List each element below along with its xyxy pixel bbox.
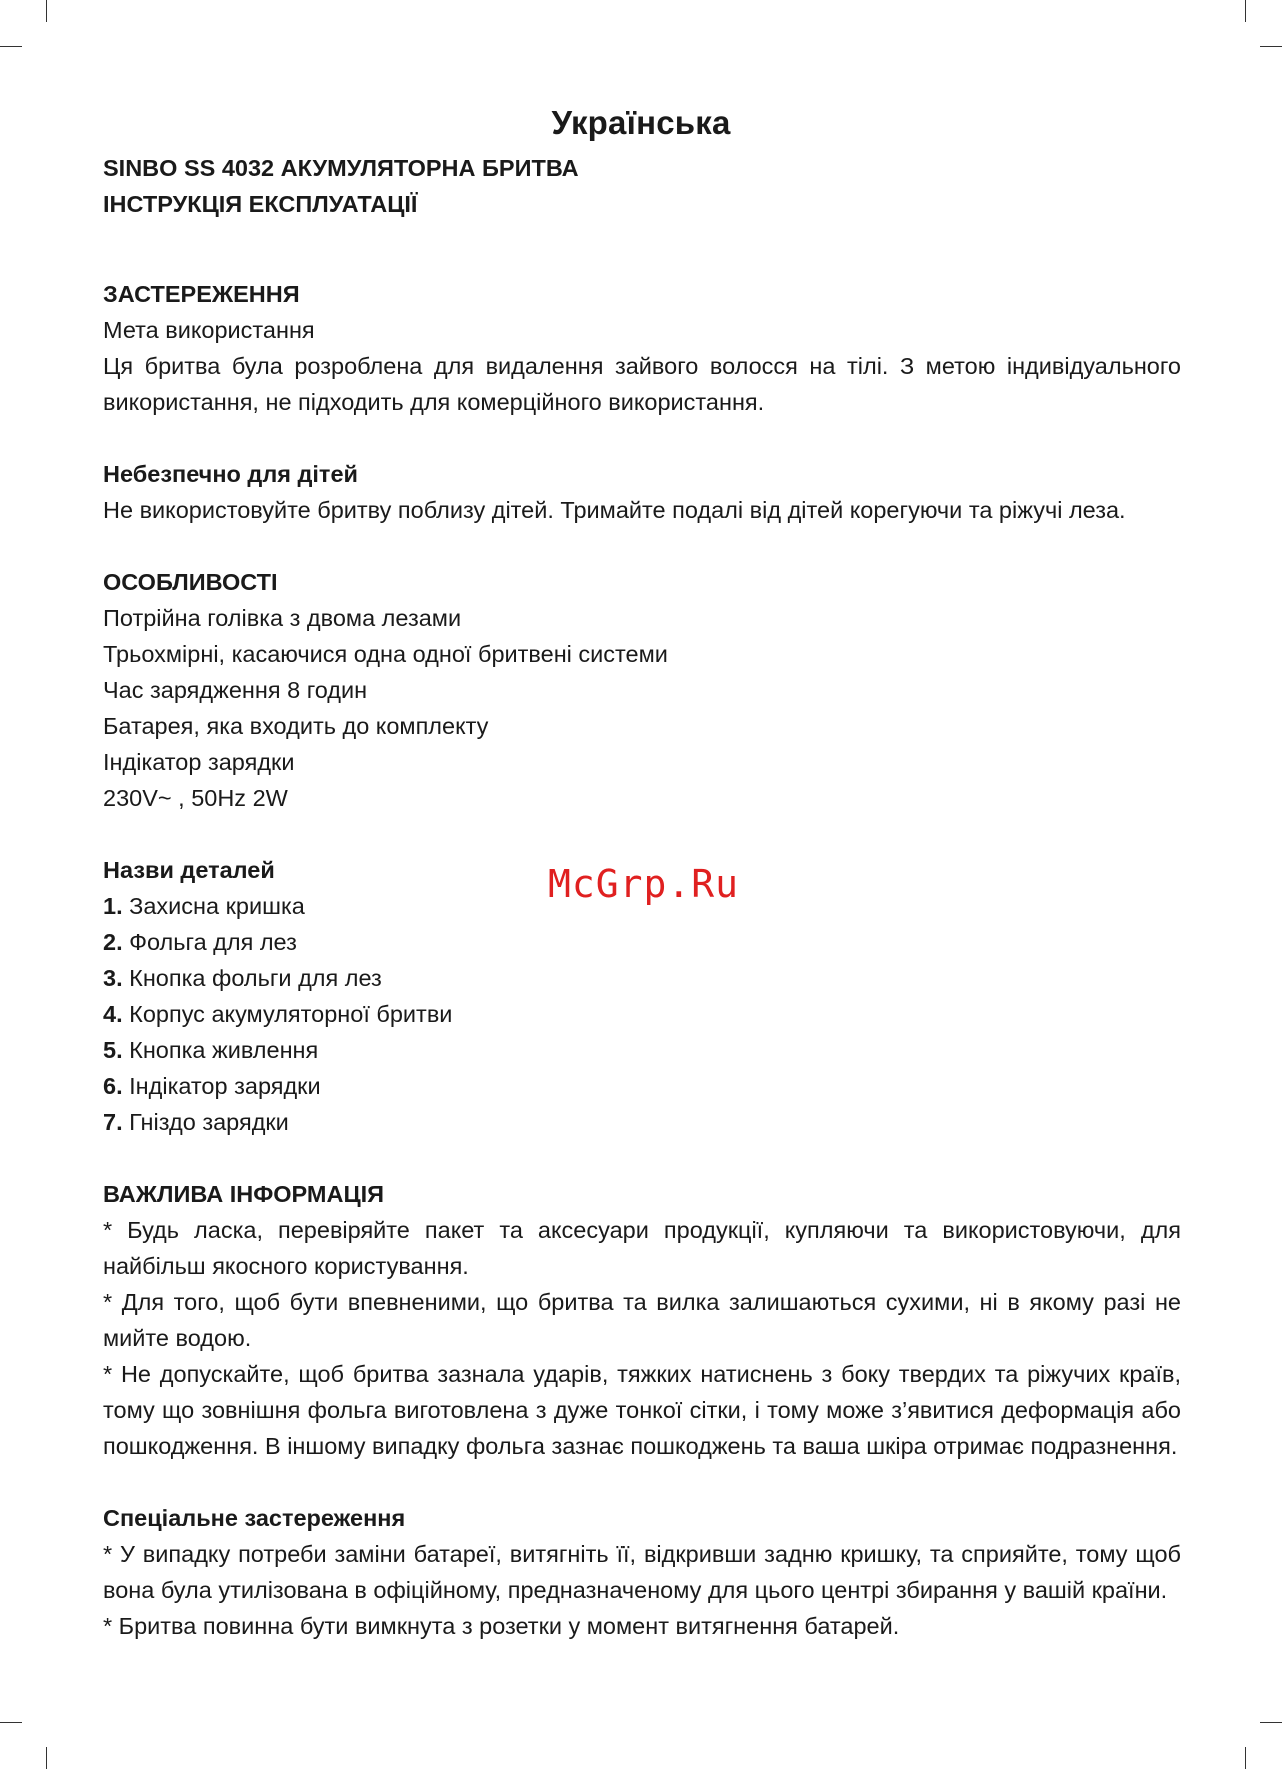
special-heading: Спеціальне застереження <box>103 1505 406 1531</box>
feature-item: 230V~ , 50Hz 2W <box>103 785 288 811</box>
crop-mark <box>0 1722 22 1723</box>
doc-title-line-2: ІНСТРУКЦІЯ ЕКСПЛУАТАЦІЇ <box>103 191 418 217</box>
part-item <box>103 1104 1181 1140</box>
features-heading: ОСОБЛИВОСТІ <box>103 569 278 595</box>
watermark: McGrp.Ru <box>548 862 740 906</box>
children-text: Не використовуйте бритву поблизу дітей. Тримайте подалі від дітей корегуючи та ріжучі леза. <box>103 497 1126 523</box>
feature-item: Батарея, яка входить до комплекту <box>103 713 489 739</box>
part-item <box>103 888 1181 924</box>
feature-item: Потрійна голівка з двома лезами <box>103 605 462 631</box>
warning-subheading: Мета використання <box>103 317 315 343</box>
crop-mark <box>0 46 22 47</box>
feature-item: Трьохмірні, касаючися одна одної бритвені системи <box>103 641 668 667</box>
part-label: Індікатор зарядки <box>129 1073 321 1099</box>
warning-heading: ЗАСТЕРЕЖЕННЯ <box>103 281 300 307</box>
crop-mark <box>46 1747 47 1769</box>
crop-mark <box>46 0 47 22</box>
part-number: 2. <box>103 929 123 955</box>
part-label: Корпус акумуляторної бритви <box>129 1001 453 1027</box>
part-number: 5. <box>103 1037 123 1063</box>
warning-text: Ця бритва була розроблена для видалення зайвого волосся на тілі. З метою індивідуального використання, не підходить для комерційного використання. <box>103 353 1181 415</box>
special-paragraph: * Бритва повинна бути вимкнута з розетки у момент витягнення батарей. <box>103 1613 900 1639</box>
part-label: Гніздо зарядки <box>129 1109 289 1135</box>
crop-mark <box>1260 46 1282 47</box>
important-paragraph: * Будь ласка, перевіряйте пакет та аксесуари продукції, купляючи та використовуючи, для найбільш якосного користування. <box>103 1217 1181 1279</box>
special-paragraph: * У випадку потреби заміни батареї, витягніть її, відкривши задню кришку, та сприяйте, тому щоб вона була утилізована в офіційному, предназначеному для цього центрі збирання у вашій країни. <box>103 1541 1181 1603</box>
part-number: 4. <box>103 1001 123 1027</box>
part-item <box>103 960 1181 996</box>
document-body <box>103 150 1181 1644</box>
important-heading: ВАЖЛИВА ІНФОРМАЦІЯ <box>103 1181 385 1207</box>
part-number: 3. <box>103 965 123 991</box>
important-paragraph: * Для того, щоб бути впевненими, що бритва та вилка залишаються сухими, ні в якому разі не мийте водою. <box>103 1289 1181 1351</box>
part-label: Захисна кришка <box>129 893 305 919</box>
feature-item: Індікатор зарядки <box>103 749 295 775</box>
feature-item: Час зарядження 8 годин <box>103 677 368 703</box>
part-label: Кнопка фольги для лез <box>129 965 382 991</box>
part-item <box>103 1068 1181 1104</box>
part-item <box>103 1032 1181 1068</box>
language-title: Українська <box>551 104 731 141</box>
part-label: Фольга для лез <box>129 929 297 955</box>
children-heading: Небезпечно для дітей <box>103 461 358 487</box>
doc-title-line-1: SINBO SS 4032 АКУМУЛЯТОРНА БРИТВА <box>103 155 579 181</box>
important-paragraph: * Не допускайте, щоб бритва зазнала ударів, тяжких натиснень з боку твердих та ріжучих країв, тому що зовнішня фольга виготовлена з дуже тонкої сітки, і тому може з’явитися деформація або пошкодження. В іншому випадку фольга зазнає пошкоджень та ваша шкіра отримає подразнення. <box>103 1361 1181 1459</box>
part-item <box>103 996 1181 1032</box>
crop-mark <box>1245 0 1246 22</box>
part-number: 7. <box>103 1109 123 1135</box>
crop-mark <box>1245 1747 1246 1769</box>
part-number: 1. <box>103 893 123 919</box>
parts-heading: Назви деталей <box>103 857 275 883</box>
part-label: Кнопка живлення <box>129 1037 319 1063</box>
part-number: 6. <box>103 1073 123 1099</box>
part-item <box>103 924 1181 960</box>
crop-mark <box>1260 1722 1282 1723</box>
